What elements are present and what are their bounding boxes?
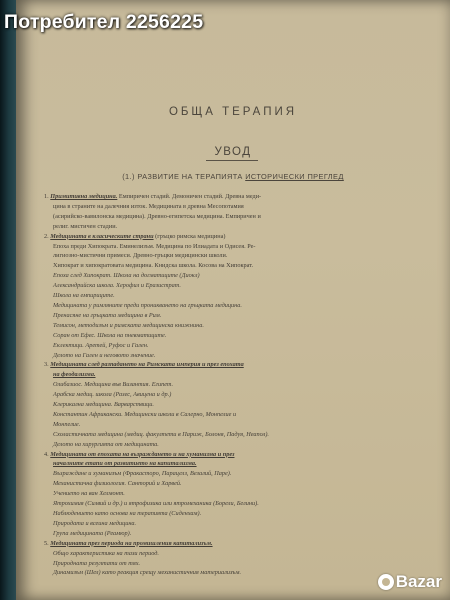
- outline-item-heading: [44, 192, 440, 202]
- outline-item-title: Медицината в класическите страни: [50, 232, 154, 240]
- outline-item-title: Медицината след разпадането на Римската империя и през епохата: [50, 361, 244, 369]
- outline-item-text: Хипократ и хипократовата медицина. Книдска школа. Косова на Хипократ.: [53, 262, 254, 270]
- outline-line: [44, 351, 440, 361]
- subtitle-rule: [206, 160, 258, 161]
- outline-line: [44, 390, 440, 400]
- outline-line: [44, 380, 440, 390]
- outline-item-text: (гръцко римска медицина): [153, 232, 226, 240]
- outline-item-text: Ятрохимия (Силвий и др.) и ятрофизика или ятромеханика (Борели, Белини).: [53, 500, 259, 508]
- bazar-logo-icon: [378, 574, 394, 590]
- outline-item-title: на феодализма.: [53, 371, 96, 379]
- outline-item-text: Школа на емпириците.: [53, 292, 115, 300]
- bazar-logo: [378, 572, 442, 592]
- book-spine: [0, 0, 16, 600]
- outline-line: [44, 222, 440, 232]
- outline-line: [44, 321, 440, 331]
- outline-line: [44, 281, 440, 291]
- outline-item-text: Природата и всеина медицина.: [53, 519, 137, 527]
- outline-item-text: Емпиричен стадий. Демоничен стадий. Древна меди-: [117, 193, 262, 200]
- section-heading: [16, 172, 450, 181]
- outline-item-text: цина в страните на далечния изток. Медицината в древна Месопотамия: [53, 202, 244, 210]
- outline-line: [44, 469, 440, 479]
- outline-line: [44, 341, 440, 351]
- outline-item-text: Медицината у римляните преди проникването на гръцката медицина.: [53, 301, 242, 309]
- outline-line: [44, 301, 440, 311]
- outline-line: [44, 509, 440, 519]
- outline-line: [44, 410, 440, 420]
- outline-item-heading: [44, 360, 440, 370]
- outline-item-text: Константин Африкански. Медицински школи в Салерно, Монпелие и: [53, 410, 237, 418]
- outline-item-title: началните етапи от развитието на капитализма.: [53, 460, 197, 468]
- outline-line: [44, 271, 440, 281]
- outline-line: [44, 559, 440, 569]
- outline-item-text: Епоха преди Хипократа. Еминелизъм. Медицина по Илиадата и Одисея. Ре-: [53, 242, 256, 250]
- outline-item-title: Медицината от епохата на възраждането и на хуманизма и през: [50, 450, 235, 458]
- outline-line: [44, 420, 440, 430]
- section-title: РАЗВИТИЕ НА ТЕРАПИЯТА: [137, 172, 243, 181]
- outline-item-number: 3.: [44, 361, 51, 369]
- outline-item-text: Соран от Ефес. Школа на пневматиците.: [53, 331, 167, 339]
- outline-item-text: Темисон, методизъм и римската медицинска книжнина.: [53, 321, 204, 329]
- outline-line: [44, 242, 440, 252]
- bazar-logo-text: Bazar: [395, 572, 442, 591]
- outline-item-heading: [44, 450, 440, 460]
- outline-item-text: Клерикална медицина. Варварствици.: [53, 401, 154, 409]
- section-title-underlined: ИСТОРИЧЕСКИ ПРЕГЛЕД: [245, 172, 344, 181]
- outline-item-text: Схоластичната медицина (медиц. факултети в Париж, Болоня, Падуя, Неапол).: [53, 430, 269, 438]
- outline-item-text: Общо характеристика на тази период.: [53, 549, 159, 557]
- outline-line: [44, 212, 440, 222]
- outline-item-text: Еклектици. Аретей, Руфос и Гален.: [53, 341, 149, 349]
- outline-line: [44, 331, 440, 341]
- outline-item-number: 4.: [44, 450, 51, 458]
- outline-line: [44, 291, 440, 301]
- outline-item-text: Делото на хирургията от медицината.: [53, 440, 159, 448]
- outline-line: [44, 440, 440, 450]
- outline-item-text: Арабска медиц. школа (Разес, Авицена и др.): [53, 391, 172, 399]
- outline-item-heading: [44, 539, 440, 549]
- outline-line: [44, 519, 440, 529]
- outline-item-text: лигиозно-мистични примеси. Древно-гръцки медицински школи.: [53, 252, 228, 260]
- outline-item-text: Група медицината (Реамюр).: [53, 529, 132, 537]
- outline-item-title: Примитивна медицина.: [50, 193, 118, 200]
- outline-line: [44, 400, 440, 410]
- outline-item-heading: [44, 232, 440, 242]
- outline-item-text: Механистична физиология. Санторий и Харвей.: [53, 480, 182, 488]
- outline-line: [44, 489, 440, 499]
- outline-item-text: (асирийско-вавилонска медицина). Древно-египетска медицина. Емпиричен и: [53, 212, 261, 220]
- outline-item-number: 5.: [44, 539, 51, 547]
- outline-item-text: Епоха след Хипократ. Школа на догматиците (Диокл): [53, 272, 200, 280]
- outline-line: [44, 261, 440, 271]
- chapter-subtitle: УВОД: [214, 146, 252, 158]
- outline-item-text: Учението на ван Хелмонт.: [53, 490, 125, 498]
- outline-line: [44, 370, 440, 380]
- outline-item-text: Природната резултати от тях.: [53, 559, 141, 567]
- outline-line: [44, 529, 440, 539]
- outline-line: [44, 479, 440, 489]
- user-watermark: Потребител 2256225: [4, 10, 204, 33]
- outline-line: [44, 311, 440, 321]
- outline-item-title: Медицината през периода на промишления капитализъм.: [50, 539, 213, 547]
- book-page: [16, 0, 450, 600]
- outline-item-number: 2.: [44, 232, 51, 240]
- outline-item-text: Възраждане и хуманизъм (Фракасторо, Парацелз, Везалий, Паре).: [53, 470, 232, 478]
- outline-line: [44, 251, 440, 261]
- outline-item-text: Пренасяне на гръцката медицина в Рим.: [53, 311, 162, 319]
- outline-item-number: 1.: [44, 193, 51, 200]
- outline-item-text: Наблюдението като основа на терапията (Сиденхам).: [53, 510, 202, 517]
- outline-item-text: Александрийска школа. Херофил и Еразистрат.: [53, 282, 181, 290]
- outline-item-text: Делото на Гален и неговото значение.: [53, 351, 156, 359]
- outline-item-text: Динамизъм (Шел) като реакция срещу механистичния материализъм.: [53, 569, 242, 577]
- outline-line: [44, 202, 440, 212]
- outline-line: [44, 430, 440, 440]
- page-title: ОБЩА ТЕРАПИЯ: [168, 106, 298, 118]
- outline-lines: [44, 192, 440, 578]
- section-number: (1.): [122, 172, 138, 181]
- outline-item-text: Олибазиос. Медицина във Византия. Египет.: [53, 381, 174, 389]
- outline-item-text: Монпелие.: [53, 420, 81, 428]
- outline-line: [44, 459, 440, 469]
- outline-item-text: религ. мистичен стадии.: [53, 222, 118, 230]
- outline-line: [44, 549, 440, 559]
- outline-line: [44, 499, 440, 509]
